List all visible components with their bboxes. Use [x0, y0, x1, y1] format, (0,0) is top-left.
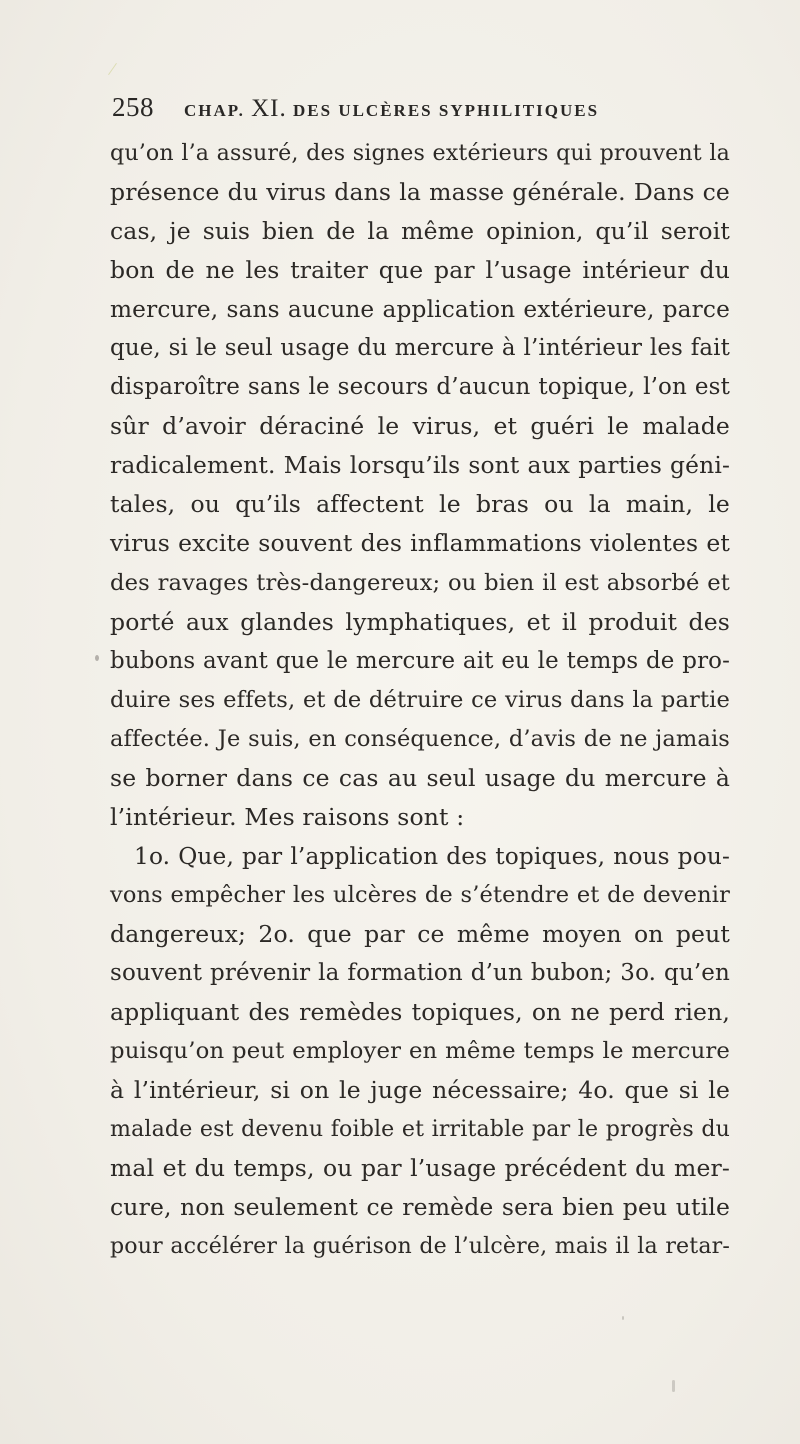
- text-line: duire ses effets, et de détruire ce virus dans la partie: [110, 686, 730, 713]
- text-line: l’intérieur. Mes raisons sont :: [110, 802, 465, 831]
- text-line: à l’intérieur, si on le juge nécessaire; 4o. que si le: [110, 1076, 730, 1105]
- text-line: appliquant des remèdes topiques, on ne perd rien,: [110, 998, 730, 1027]
- text-line: vons empêcher les ulcères de s’étendre et de devenir: [110, 881, 730, 908]
- text-line: des ravages très-dangereux; ou bien il est absorbé et: [110, 569, 730, 596]
- text-line: pour accélérer la guérison de l’ulcère, mais il la retar-: [110, 1233, 730, 1260]
- text-line: sûr d’avoir déraciné le virus, et guéri le malade: [110, 412, 730, 441]
- page-header: [112, 92, 712, 128]
- text-line: que, si le seul usage du mercure à l’intérieur les fait: [110, 335, 730, 362]
- page-blemish: [108, 63, 117, 75]
- text-line: disparoître sans le secours d’aucun topique, l’on est: [110, 374, 730, 401]
- paper-speck: [622, 1316, 624, 1320]
- text-line: mercure, sans aucune application extérieure, parce: [110, 296, 730, 324]
- text-line: porté aux glandes lymphatiques, et il produit des: [110, 607, 730, 636]
- text-line: affectée. Je suis, en conséquence, d’avis de ne jamais: [110, 725, 730, 752]
- running-head: [184, 95, 599, 123]
- paper-speck: [672, 1380, 675, 1392]
- body-text: [110, 134, 730, 1266]
- text-line: qu’on l’a assuré, des signes extérieurs qui prouvent la: [110, 140, 730, 166]
- chapter-title: DES ULCÈRES SYPHILITIQUES: [293, 101, 600, 120]
- page-number: 258: [112, 92, 154, 122]
- text-line: bubons avant que le mercure ait eu le temps de pro-: [110, 647, 730, 674]
- text-line: cure, non seulement ce remède sera bien peu utile: [110, 1193, 730, 1222]
- text-line: puisqu’on peut employer en même temps le mercure: [110, 1038, 730, 1065]
- text-line: cas, je suis bien de la même opinion, qu’il seroit: [110, 217, 730, 246]
- text-line: dangereux; 2o. que par ce même moyen on peut: [110, 919, 730, 948]
- chapter-label: CHAP.: [184, 101, 245, 120]
- text-line: malade est devenu foible et irritable par le progrès du: [110, 1116, 730, 1143]
- text-line: 1o. Que, par l’application des topiques, nous pou-: [134, 842, 730, 870]
- text-line: souvent prévenir la formation d’un bubon; 3o. qu’en: [110, 959, 730, 986]
- text-line: tales, ou qu’ils affectent le bras ou la main, le: [110, 490, 730, 519]
- text-line: se borner dans ce cas au seul usage du mercure à: [110, 763, 730, 792]
- text-line: mal et du temps, ou par l’usage précédent du mer-: [110, 1154, 730, 1183]
- chapter-numeral: XI.: [251, 95, 287, 122]
- text-line: radicalement. Mais lorsqu’ils sont aux parties géni-: [110, 451, 730, 480]
- text-line: virus excite souvent des inflammations violentes et: [110, 529, 730, 558]
- paper-speck: [95, 655, 99, 661]
- text-line: bon de ne les traiter que par l’usage intérieur du: [110, 256, 730, 285]
- text-line: présence du virus dans la masse générale. Dans ce: [110, 178, 730, 207]
